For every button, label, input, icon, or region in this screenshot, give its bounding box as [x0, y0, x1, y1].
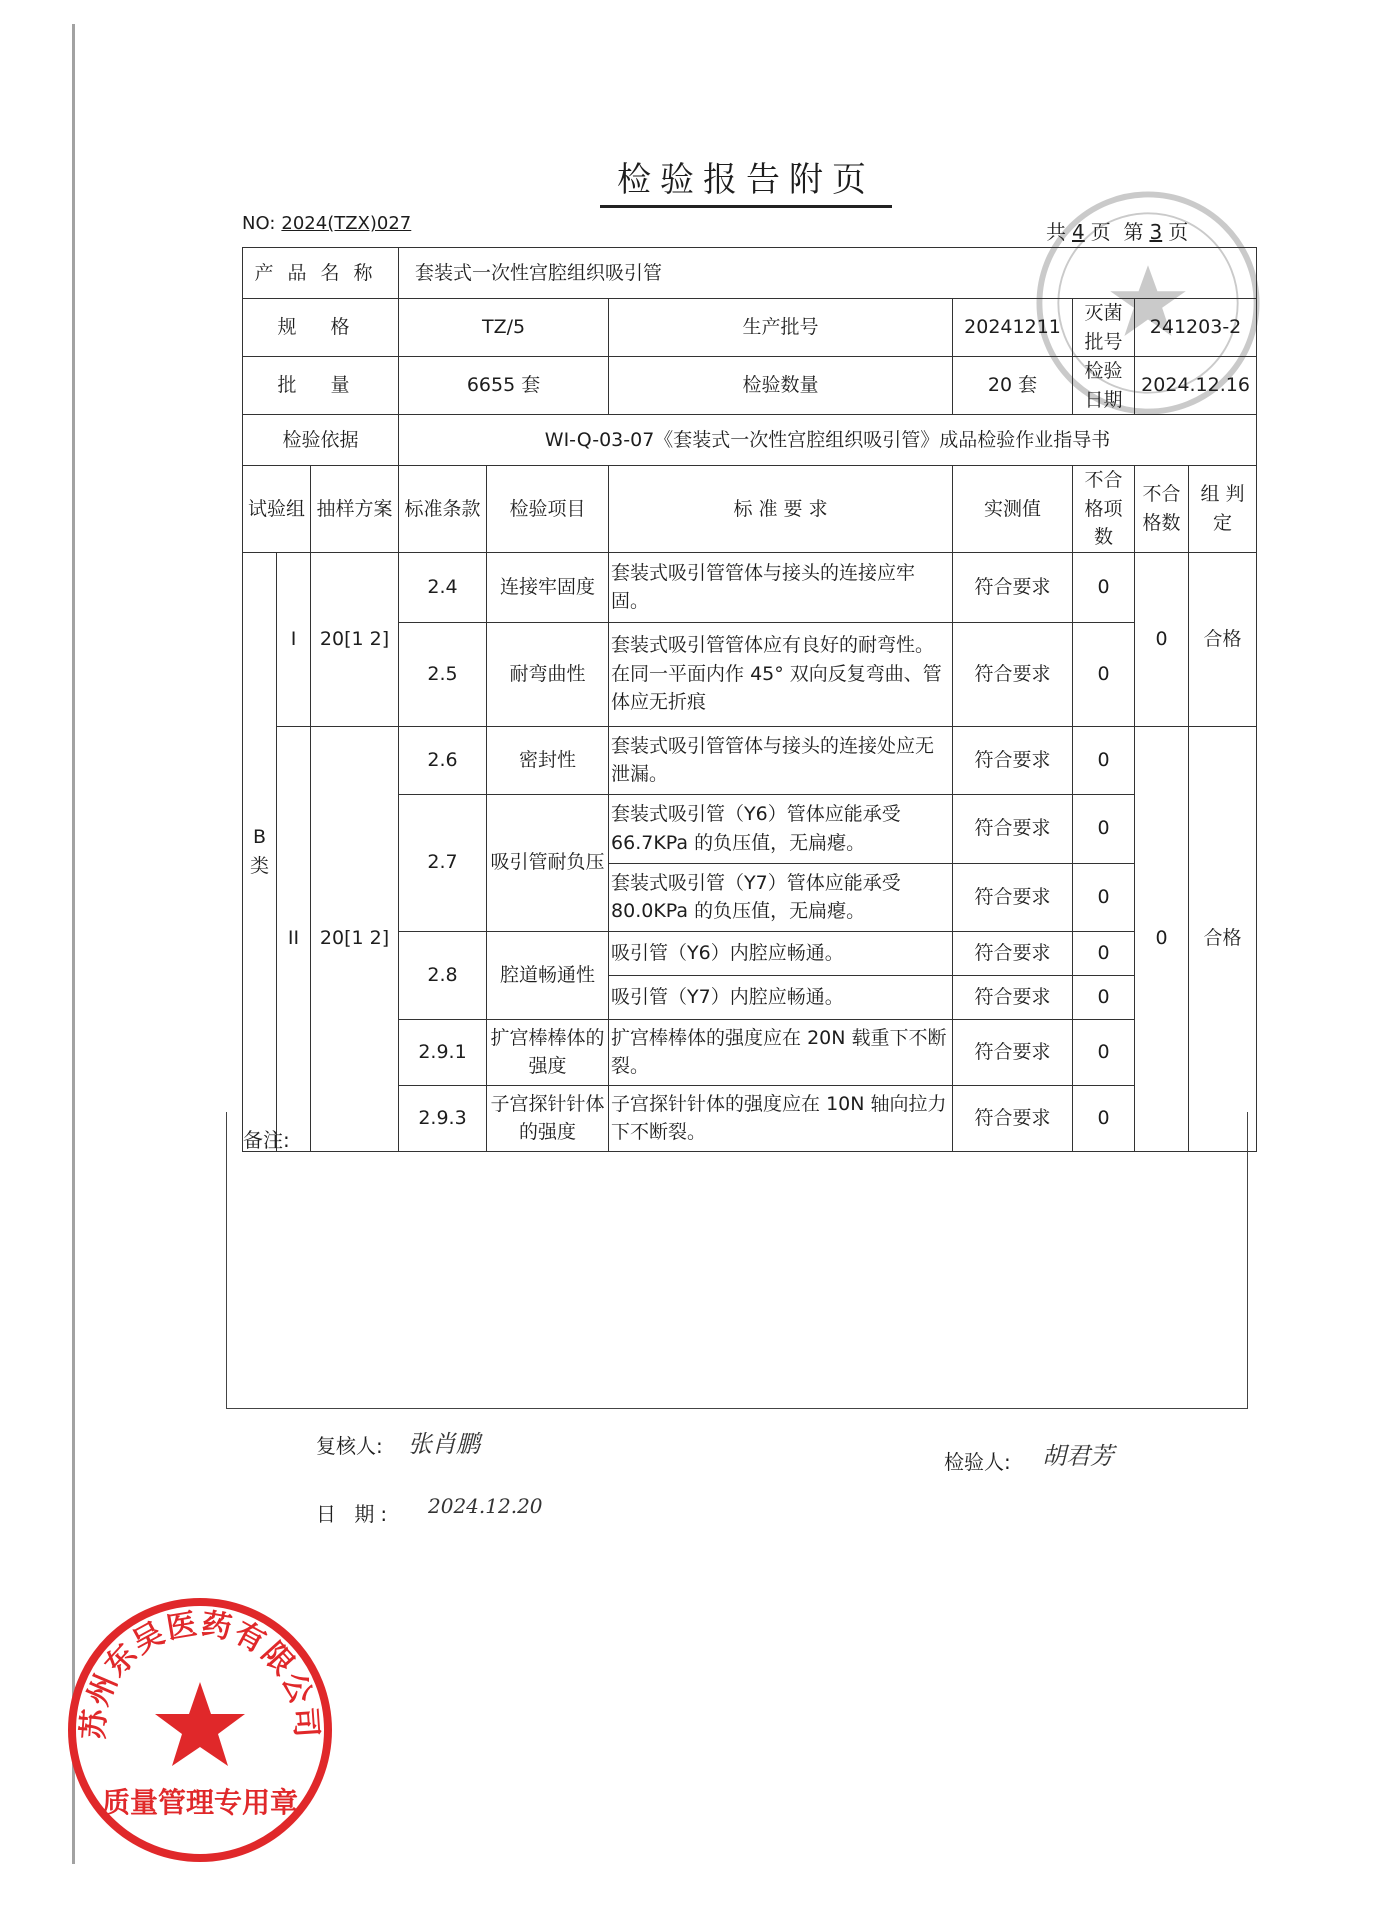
col-header-nonconform-items: 不合格项 数 [1073, 466, 1135, 553]
category-cell: B 类 [243, 552, 277, 1151]
nonconform-cell: 0 [1073, 1085, 1135, 1151]
report-number-value: 2024(TZX)027 [281, 213, 412, 234]
reviewer-label: 复核人: [316, 1434, 383, 1458]
inspector-signature: 胡君芳 [1042, 1442, 1114, 1470]
requirement-cell: 套装式吸引管（Y6）管体应能承受66.7KPa 的负压值，无扁瘪。 [609, 794, 953, 863]
date-label: 日 期: [316, 1502, 394, 1526]
group-verdict: 合格 [1189, 552, 1257, 726]
measured-cell: 符合要求 [953, 975, 1073, 1019]
sample-qty-label: 检验数量 [609, 357, 953, 415]
requirement-cell: 套装式吸引管（Y7）管体应能承受80.0KPa 的负压值，无扁瘪。 [609, 863, 953, 931]
seal-purpose-text: 质量管理专用章 [101, 1786, 299, 1819]
product-name: 套装式一次性宫腔组织吸引管 [399, 248, 1257, 299]
inspector-label: 检验人: [944, 1450, 1011, 1474]
col-header-item: 检验项目 [487, 466, 609, 553]
item-cell: 连接牢固度 [487, 552, 609, 622]
table-row [243, 726, 1257, 794]
clause-cell: 2.5 [399, 622, 487, 726]
batch-no-label: 生产批号 [609, 299, 953, 357]
page-title: 检验报告附页 [600, 152, 892, 208]
current-page: 3 [1149, 220, 1163, 244]
measured-cell: 符合要求 [953, 552, 1073, 622]
col-header-requirement: 标 准 要 求 [609, 466, 953, 553]
col-header-sampling: 抽样方案 [311, 466, 399, 553]
requirement-cell: 套装式吸引管管体与接头的连接处应无泄漏。 [609, 726, 953, 794]
item-cell: 密封性 [487, 726, 609, 794]
reviewer-signature: 张肖鹏 [408, 1430, 480, 1458]
nonconform-cell: 0 [1073, 726, 1135, 794]
measured-cell: 符合要求 [953, 622, 1073, 726]
nonconform-cell: 0 [1073, 794, 1135, 863]
nonconform-cell: 0 [1073, 931, 1135, 975]
current-prefix: 第 [1123, 220, 1144, 244]
test-date-value: 2024.12.16 [1135, 357, 1257, 415]
item-cell: 腔道畅通性 [487, 931, 609, 1019]
nonconform-cell: 0 [1073, 552, 1135, 622]
clause-cell: 2.9.3 [399, 1085, 487, 1151]
nonconform-cell: 0 [1073, 622, 1135, 726]
sample-qty-value: 20 套 [953, 357, 1073, 415]
measured-cell: 符合要求 [953, 726, 1073, 794]
sterile-batch-label: 灭菌批号 [1073, 299, 1135, 357]
requirement-cell: 吸引管（Y6）内腔应畅通。 [609, 931, 953, 975]
item-cell: 吸引管耐负压 [487, 794, 609, 931]
requirement-cell: 扩宫棒棒体的强度应在 20N 载重下不断裂。 [609, 1019, 953, 1085]
group-sampling: 20[1 2] [311, 552, 399, 726]
product-name-label: 产品名称 [243, 248, 399, 299]
spec-value: TZ/5 [399, 299, 609, 357]
group-nonconform-count: 0 [1135, 726, 1189, 1151]
table-row [243, 552, 1257, 622]
measured-cell: 符合要求 [953, 1085, 1073, 1151]
requirement-cell: 套装式吸引管管体应有良好的耐弯性。在同一平面内作 45° 双向反复弯曲、管体应无折痕 [609, 622, 953, 726]
date-value: 2024.12.20 [428, 1494, 543, 1518]
spec-label: 规 格 [243, 299, 399, 357]
total-pages: 4 [1072, 220, 1085, 244]
basis-label: 检验依据 [243, 415, 399, 466]
company-seal-icon [60, 1590, 340, 1870]
clause-cell: 2.7 [399, 794, 487, 931]
col-header-clause: 标准条款 [399, 466, 487, 553]
requirement-cell: 子宫探针针体的强度应在 10N 轴向拉力下不断裂。 [609, 1085, 953, 1151]
col-header-verdict: 组 判定 [1189, 466, 1257, 553]
nonconform-cell: 0 [1073, 863, 1135, 931]
measured-cell: 符合要求 [953, 794, 1073, 863]
item-cell: 耐弯曲性 [487, 622, 609, 726]
clause-cell: 2.8 [399, 931, 487, 1019]
lot-size-label: 批 量 [243, 357, 399, 415]
requirement-cell: 吸引管（Y7）内腔应畅通。 [609, 975, 953, 1019]
group-verdict: 合格 [1189, 726, 1257, 1151]
group-nonconform-count: 0 [1135, 552, 1189, 726]
current-suffix: 页 [1168, 220, 1189, 244]
item-cell: 子宫探针针体的强度 [487, 1085, 609, 1151]
col-header-measured: 实测值 [953, 466, 1073, 553]
inspection-table [242, 247, 1257, 1152]
nonconform-cell: 0 [1073, 1019, 1135, 1085]
basis-value: WI-Q-03-07《套装式一次性宫腔组织吸引管》成品检验作业指导书 [399, 415, 1257, 466]
requirement-cell: 套装式吸引管管体与接头的连接应牢固。 [609, 552, 953, 622]
measured-cell: 符合要求 [953, 1019, 1073, 1085]
remarks-label: 备注: [243, 1128, 290, 1152]
report-number-label: NO: [242, 213, 276, 234]
total-suffix: 页 [1090, 220, 1111, 244]
item-cell: 扩宫棒棒体的强度 [487, 1019, 609, 1085]
clause-cell: 2.9.1 [399, 1019, 487, 1085]
measured-cell: 符合要求 [953, 863, 1073, 931]
batch-no-value: 20241211 [953, 299, 1073, 357]
clause-cell: 2.4 [399, 552, 487, 622]
clause-cell: 2.6 [399, 726, 487, 794]
group-name: II [277, 726, 311, 1151]
group-name: I [277, 552, 311, 726]
nonconform-cell: 0 [1073, 975, 1135, 1019]
sterile-batch-value: 241203-2 [1135, 299, 1257, 357]
report-number [242, 213, 411, 234]
scan-edge [72, 24, 75, 1864]
lot-size-value: 6655 套 [399, 357, 609, 415]
seal-company-text: 苏州东吴医药有限公司 [76, 1606, 324, 1741]
col-header-group: 试验组 [243, 466, 311, 553]
remarks-box [226, 1112, 1248, 1409]
measured-cell: 符合要求 [953, 931, 1073, 975]
col-header-nonconform-count: 不合格数 [1135, 466, 1189, 553]
total-prefix: 共 [1046, 220, 1066, 244]
test-date-label: 检验日期 [1073, 357, 1135, 415]
group-sampling: 20[1 2] [311, 726, 399, 1151]
